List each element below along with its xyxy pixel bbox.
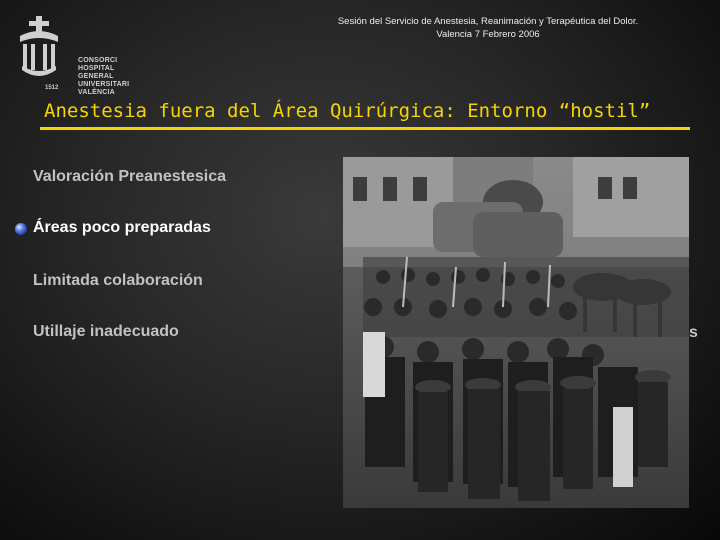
logo-line: CONSORCI bbox=[78, 57, 118, 64]
list-item: Utillaje inadecuado bbox=[33, 323, 179, 340]
logo-year: 1512 bbox=[45, 85, 59, 91]
header-line-1: Sesión del Servicio de Anestesia, Reanimación y Terapéutica del Dolor. bbox=[337, 16, 639, 27]
bullet-icon bbox=[15, 223, 27, 235]
overflow-text-fragment: s bbox=[689, 324, 698, 341]
list-item: Valoración Preanestesica bbox=[33, 168, 226, 185]
cross-emblem-icon bbox=[14, 14, 64, 84]
title-underline bbox=[40, 127, 690, 130]
logo-text bbox=[78, 57, 144, 97]
list-item: Limitada colaboración bbox=[33, 272, 203, 289]
logo-line: VALÈNCIA bbox=[78, 89, 115, 96]
session-header bbox=[298, 15, 678, 41]
slide-title: Anestesia fuera del Área Quirúrgica: Entorno “hostil” bbox=[44, 100, 651, 122]
historic-photo bbox=[343, 157, 689, 508]
header-line-2: Valencia 7 Febrero 2006 bbox=[436, 29, 540, 40]
logo-line: HOSPITAL GENERAL bbox=[78, 65, 115, 80]
list-item-active: Áreas poco preparadas bbox=[33, 219, 211, 236]
hospital-logo bbox=[14, 14, 144, 96]
logo-line: UNIVERSITARI bbox=[78, 81, 130, 88]
